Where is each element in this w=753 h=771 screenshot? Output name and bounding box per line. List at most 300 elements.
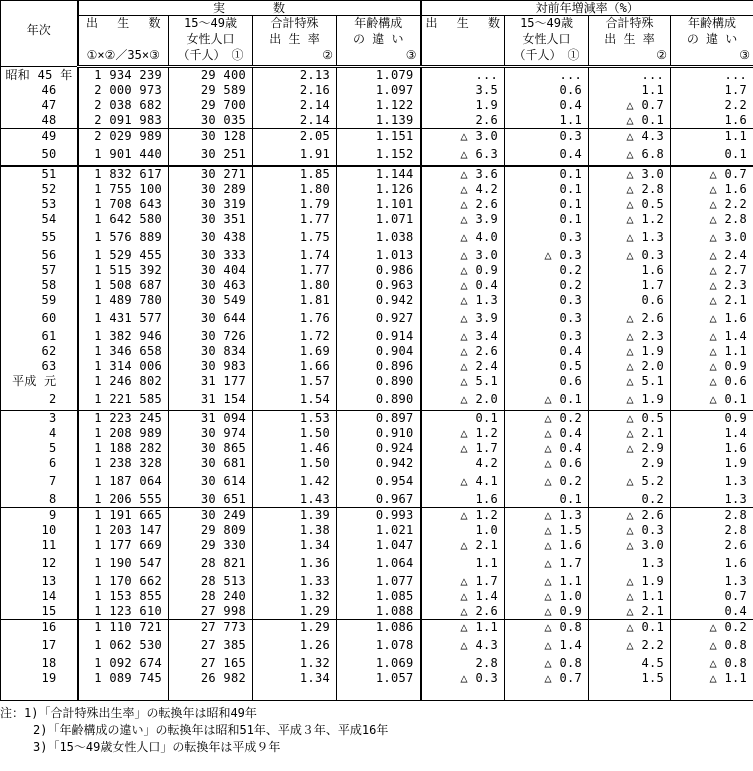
rate-births-cell: △ 3.0 — [421, 248, 505, 263]
actual-female-pop-cell: 30 549 — [169, 293, 253, 308]
year-cell: 17 — [1, 635, 78, 656]
rate-age-structure-cell: 2.2 — [671, 98, 753, 113]
rate-births-cell: △ 4.1 — [421, 471, 505, 492]
actual-births-cell: 1 208 989 — [78, 426, 169, 441]
rate-female-pop-cell: △ 0.4 — [505, 441, 589, 456]
rate-age-structure-cell: △ 0.7 — [671, 166, 753, 182]
header-line: 年齢構成 — [354, 16, 403, 30]
rate-female-pop-cell: △ 0.9 — [505, 604, 589, 620]
rate-age-structure-cell: 0.7 — [671, 589, 753, 604]
actual-age-structure-cell: 1.057 — [337, 671, 421, 701]
actual-female-pop-cell: 30 865 — [169, 441, 253, 456]
rate-births-cell: △ 1.7 — [421, 441, 505, 456]
actual-tfr-cell: 1.50 — [253, 456, 337, 471]
table-row — [1, 456, 753, 471]
actual-tfr-cell: 1.91 — [253, 144, 337, 166]
rate-tfr-cell: 0.2 — [589, 492, 671, 508]
rate-age-structure-cell: △ 1.4 — [671, 329, 753, 344]
year-cell: 51 — [1, 166, 78, 182]
actual-tfr-cell: 1.81 — [253, 293, 337, 308]
actual-births-cell: 1 170 662 — [78, 574, 169, 589]
rate-female-pop-cell: 0.2 — [505, 278, 589, 293]
actual-births-cell: 1 191 665 — [78, 508, 169, 524]
table-row — [1, 604, 753, 620]
rate-births-cell: △ 2.6 — [421, 344, 505, 359]
year-cell: 62 — [1, 344, 78, 359]
rate-births-cell: △ 0.9 — [421, 263, 505, 278]
actual-births-cell: 1 206 555 — [78, 492, 169, 508]
rate-births-cell: △ 2.6 — [421, 197, 505, 212]
rate-female-pop-cell: △ 1.4 — [505, 635, 589, 656]
rate-age-structure-cell: 1.3 — [671, 492, 753, 508]
actual-tfr-cell: 1.34 — [253, 671, 337, 701]
actual-age-structure-cell: 1.079 — [337, 67, 421, 84]
actual-tfr-cell: 1.39 — [253, 508, 337, 524]
header-line: 出 生 数 — [425, 16, 500, 30]
year-cell: 63 — [1, 359, 78, 374]
actual-female-pop-cell: 30 438 — [169, 227, 253, 248]
actual-tfr-cell: 1.26 — [253, 635, 337, 656]
actual-births-cell: 1 062 530 — [78, 635, 169, 656]
actual-female-pop-cell: 30 319 — [169, 197, 253, 212]
actual-tfr-cell: 1.77 — [253, 263, 337, 278]
year-cell: 48 — [1, 113, 78, 129]
actual-tfr-cell: 1.53 — [253, 411, 337, 427]
rate-age-structure-cell: △ 0.6 — [671, 374, 753, 389]
rate-births-cell: 3.5 — [421, 83, 505, 98]
header-rate-col-0 — [421, 16, 505, 67]
rate-tfr-cell: △ 0.1 — [589, 620, 671, 636]
actual-births-cell: 1 934 239 — [78, 67, 169, 84]
rate-age-structure-cell: △ 1.6 — [671, 182, 753, 197]
table-row — [1, 144, 753, 166]
rate-tfr-cell: △ 0.7 — [589, 98, 671, 113]
rate-tfr-cell: 4.5 — [589, 656, 671, 671]
actual-births-cell: 1 314 006 — [78, 359, 169, 374]
actual-births-cell: 1 089 745 — [78, 671, 169, 701]
rate-age-structure-cell: △ 2.1 — [671, 293, 753, 308]
rate-age-structure-cell: 0.4 — [671, 604, 753, 620]
rate-female-pop-cell: △ 0.3 — [505, 248, 589, 263]
rate-tfr-cell: △ 2.6 — [589, 308, 671, 329]
actual-age-structure-cell: 1.097 — [337, 83, 421, 98]
actual-births-cell: 1 832 617 — [78, 166, 169, 182]
rate-female-pop-cell: △ 1.1 — [505, 574, 589, 589]
actual-female-pop-cell: 30 726 — [169, 329, 253, 344]
header-line: ② — [656, 48, 668, 62]
actual-tfr-cell: 1.80 — [253, 182, 337, 197]
rate-tfr-cell: △ 0.5 — [589, 411, 671, 427]
rate-age-structure-cell: 0.1 — [671, 144, 753, 166]
table-row — [1, 344, 753, 359]
actual-female-pop-cell: 30 351 — [169, 212, 253, 227]
actual-tfr-cell: 1.85 — [253, 166, 337, 182]
rate-births-cell: ... — [421, 67, 505, 84]
rate-tfr-cell: 1.5 — [589, 671, 671, 701]
actual-age-structure-cell: 0.986 — [337, 263, 421, 278]
actual-age-structure-cell: 1.151 — [337, 129, 421, 145]
rate-births-cell: 1.9 — [421, 98, 505, 113]
rate-age-structure-cell: △ 1.1 — [671, 344, 753, 359]
rate-tfr-cell: 1.6 — [589, 263, 671, 278]
rate-tfr-cell: 1.3 — [589, 553, 671, 574]
rate-tfr-cell: △ 6.8 — [589, 144, 671, 166]
actual-tfr-cell: 1.33 — [253, 574, 337, 589]
rate-births-cell: △ 0.3 — [421, 671, 505, 701]
actual-age-structure-cell: 0.954 — [337, 471, 421, 492]
rate-female-pop-cell: 0.6 — [505, 374, 589, 389]
rate-births-cell: △ 4.2 — [421, 182, 505, 197]
rate-births-cell: △ 4.0 — [421, 227, 505, 248]
actual-female-pop-cell: 30 404 — [169, 263, 253, 278]
header-group-rate: 対前年増減率（%） — [421, 1, 753, 16]
actual-tfr-cell: 1.38 — [253, 523, 337, 538]
rate-births-cell: △ 2.4 — [421, 359, 505, 374]
rate-age-structure-cell: △ 2.8 — [671, 212, 753, 227]
actual-births-cell: 1 515 392 — [78, 263, 169, 278]
actual-births-cell: 1 153 855 — [78, 589, 169, 604]
actual-births-cell: 1 187 064 — [78, 471, 169, 492]
actual-births-cell: 1 123 610 — [78, 604, 169, 620]
actual-female-pop-cell: 28 240 — [169, 589, 253, 604]
rate-births-cell: △ 1.4 — [421, 589, 505, 604]
rate-female-pop-cell: 0.1 — [505, 182, 589, 197]
rate-female-pop-cell: 0.1 — [505, 492, 589, 508]
header-line — [422, 32, 505, 48]
rate-age-structure-cell: 1.9 — [671, 456, 753, 471]
actual-births-cell: 1 508 687 — [78, 278, 169, 293]
header-actual-col-3 — [337, 16, 421, 67]
actual-tfr-cell: 2.16 — [253, 83, 337, 98]
actual-age-structure-cell: 1.071 — [337, 212, 421, 227]
rate-births-cell: △ 1.7 — [421, 574, 505, 589]
actual-female-pop-cell: 30 974 — [169, 426, 253, 441]
notes — [0, 705, 753, 756]
header-line: 15～49歳 — [184, 16, 237, 30]
actual-births-cell: 1 755 100 — [78, 182, 169, 197]
rate-female-pop-cell: 1.1 — [505, 113, 589, 129]
actual-age-structure-cell: 0.910 — [337, 426, 421, 441]
actual-births-cell: 2 038 682 — [78, 98, 169, 113]
rate-age-structure-cell: △ 1.6 — [671, 308, 753, 329]
actual-births-cell: 2 000 973 — [78, 83, 169, 98]
year-cell: 55 — [1, 227, 78, 248]
header-line: 出 生 率 — [604, 32, 655, 46]
actual-age-structure-cell: 1.047 — [337, 538, 421, 553]
rate-tfr-cell: △ 1.9 — [589, 389, 671, 411]
header-actual-col-1 — [169, 16, 253, 67]
actual-births-cell: 1 188 282 — [78, 441, 169, 456]
year-cell: 10 — [1, 523, 78, 538]
rate-births-cell: 0.1 — [421, 411, 505, 427]
rate-tfr-cell: △ 2.9 — [589, 441, 671, 456]
rate-births-cell: △ 2.0 — [421, 389, 505, 411]
rate-female-pop-cell: 0.3 — [505, 308, 589, 329]
header-actual-col-0 — [78, 16, 169, 67]
rate-births-cell: 2.6 — [421, 113, 505, 129]
header-line — [79, 32, 169, 48]
rate-births-cell: 2.8 — [421, 656, 505, 671]
rate-female-pop-cell: 0.4 — [505, 98, 589, 113]
year-cell: 12 — [1, 553, 78, 574]
header-line: の 違 い — [353, 32, 404, 46]
table-row — [1, 574, 753, 589]
actual-births-cell: 1 346 658 — [78, 344, 169, 359]
year-cell: 57 — [1, 263, 78, 278]
table-row — [1, 129, 753, 145]
rate-births-cell: △ 0.4 — [421, 278, 505, 293]
actual-female-pop-cell: 28 821 — [169, 553, 253, 574]
actual-female-pop-cell: 30 128 — [169, 129, 253, 145]
table-row — [1, 98, 753, 113]
rate-births-cell: 1.0 — [421, 523, 505, 538]
rate-births-cell: 1.6 — [421, 492, 505, 508]
rate-tfr-cell: △ 5.2 — [589, 471, 671, 492]
actual-age-structure-cell: 1.013 — [337, 248, 421, 263]
rate-tfr-cell: △ 0.3 — [589, 523, 671, 538]
rate-age-structure-cell: 2.8 — [671, 523, 753, 538]
actual-births-cell: 1 177 669 — [78, 538, 169, 553]
header-rate-col-3 — [671, 16, 753, 67]
year-cell: 15 — [1, 604, 78, 620]
rate-tfr-cell: △ 1.1 — [589, 589, 671, 604]
rate-age-structure-cell: △ 3.0 — [671, 227, 753, 248]
actual-tfr-cell: 1.42 — [253, 471, 337, 492]
actual-age-structure-cell: 1.085 — [337, 589, 421, 604]
header-line: 女性人口 — [522, 32, 571, 46]
table-row — [1, 508, 753, 524]
year-cell: 59 — [1, 293, 78, 308]
actual-female-pop-cell: 29 809 — [169, 523, 253, 538]
header-line: ③ — [739, 48, 751, 62]
rate-age-structure-cell: 0.9 — [671, 411, 753, 427]
actual-births-cell: 1 489 780 — [78, 293, 169, 308]
rate-births-cell: △ 1.2 — [421, 426, 505, 441]
header-line: の 違 い — [686, 32, 738, 46]
actual-age-structure-cell: 1.126 — [337, 182, 421, 197]
table-row — [1, 227, 753, 248]
table-row — [1, 359, 753, 374]
table-row — [1, 83, 753, 98]
header-line: ② — [322, 48, 333, 62]
actual-age-structure-cell: 0.927 — [337, 308, 421, 329]
actual-tfr-cell: 1.72 — [253, 329, 337, 344]
year-cell: 8 — [1, 492, 78, 508]
actual-tfr-cell: 1.50 — [253, 426, 337, 441]
table-row — [1, 523, 753, 538]
actual-age-structure-cell: 1.139 — [337, 113, 421, 129]
actual-age-structure-cell: 0.897 — [337, 411, 421, 427]
table-row — [1, 553, 753, 574]
table-row — [1, 426, 753, 441]
rate-births-cell: △ 1.1 — [421, 620, 505, 636]
year-cell: 9 — [1, 508, 78, 524]
actual-age-structure-cell: 1.078 — [337, 635, 421, 656]
rate-births-cell: △ 3.9 — [421, 308, 505, 329]
year-cell: 54 — [1, 212, 78, 227]
table-row — [1, 278, 753, 293]
actual-tfr-cell: 1.54 — [253, 389, 337, 411]
rate-age-structure-cell: 1.1 — [671, 129, 753, 145]
rate-female-pop-cell: 0.6 — [505, 83, 589, 98]
actual-tfr-cell: 1.79 — [253, 197, 337, 212]
actual-age-structure-cell: 0.896 — [337, 359, 421, 374]
actual-births-cell: 1 246 802 — [78, 374, 169, 389]
header-line: 年齢構成 — [688, 16, 737, 30]
actual-tfr-cell: 2.14 — [253, 113, 337, 129]
actual-female-pop-cell: 29 700 — [169, 98, 253, 113]
actual-age-structure-cell: 0.942 — [337, 456, 421, 471]
rate-age-structure-cell: 1.3 — [671, 574, 753, 589]
actual-tfr-cell: 1.75 — [253, 227, 337, 248]
rate-female-pop-cell: △ 0.6 — [505, 456, 589, 471]
actual-tfr-cell: 2.14 — [253, 98, 337, 113]
table-row — [1, 166, 753, 182]
rate-births-cell: △ 3.4 — [421, 329, 505, 344]
actual-tfr-cell: 1.76 — [253, 308, 337, 329]
actual-female-pop-cell: 29 400 — [169, 67, 253, 84]
rate-tfr-cell: 0.6 — [589, 293, 671, 308]
rate-female-pop-cell: 0.5 — [505, 359, 589, 374]
table-row — [1, 293, 753, 308]
rate-tfr-cell: △ 2.8 — [589, 182, 671, 197]
rate-age-structure-cell: △ 0.8 — [671, 635, 753, 656]
header-year: 年次 — [1, 1, 78, 67]
actual-births-cell: 1 642 580 — [78, 212, 169, 227]
actual-female-pop-cell: 30 983 — [169, 359, 253, 374]
year-cell: 60 — [1, 308, 78, 329]
table-row — [1, 411, 753, 427]
actual-births-cell: 1 092 674 — [78, 656, 169, 671]
rate-female-pop-cell: △ 1.3 — [505, 508, 589, 524]
actual-female-pop-cell: 27 165 — [169, 656, 253, 671]
rate-female-pop-cell: 0.4 — [505, 144, 589, 166]
actual-age-structure-cell: 1.144 — [337, 166, 421, 182]
actual-tfr-cell: 2.13 — [253, 67, 337, 84]
actual-female-pop-cell: 29 330 — [169, 538, 253, 553]
rate-female-pop-cell: △ 0.2 — [505, 471, 589, 492]
rate-female-pop-cell: 0.4 — [505, 344, 589, 359]
year-cell: 4 — [1, 426, 78, 441]
rate-female-pop-cell: △ 0.7 — [505, 671, 589, 701]
rate-tfr-cell: △ 2.6 — [589, 508, 671, 524]
actual-female-pop-cell: 30 251 — [169, 144, 253, 166]
header-rate-col-1 — [505, 16, 589, 67]
actual-female-pop-cell: 30 333 — [169, 248, 253, 263]
actual-births-cell: 1 901 440 — [78, 144, 169, 166]
year-cell: 58 — [1, 278, 78, 293]
rate-age-structure-cell: 2.6 — [671, 538, 753, 553]
rate-tfr-cell: △ 4.3 — [589, 129, 671, 145]
header-group-actual: 実 数 — [78, 1, 421, 16]
header-line: ③ — [405, 48, 417, 62]
rate-tfr-cell: △ 2.2 — [589, 635, 671, 656]
header-rate-col-2 — [589, 16, 671, 67]
actual-tfr-cell: 2.05 — [253, 129, 337, 145]
rate-births-cell: △ 1.3 — [421, 293, 505, 308]
actual-female-pop-cell: 31 154 — [169, 389, 253, 411]
actual-age-structure-cell: 1.088 — [337, 604, 421, 620]
table-row — [1, 212, 753, 227]
rate-births-cell: △ 3.6 — [421, 166, 505, 182]
table-row — [1, 441, 753, 456]
table-row — [1, 182, 753, 197]
rate-female-pop-cell: 0.3 — [505, 293, 589, 308]
rate-births-cell: △ 1.2 — [421, 508, 505, 524]
table-row — [1, 248, 753, 263]
rate-births-cell: △ 2.1 — [421, 538, 505, 553]
rate-age-structure-cell: △ 1.1 — [671, 671, 753, 701]
year-cell: 50 — [1, 144, 78, 166]
header-line: 女性人口 — [186, 32, 235, 46]
table-row — [1, 113, 753, 129]
rate-tfr-cell: △ 2.1 — [589, 426, 671, 441]
actual-female-pop-cell: 31 177 — [169, 374, 253, 389]
actual-tfr-cell: 1.43 — [253, 492, 337, 508]
actual-births-cell: 1 238 328 — [78, 456, 169, 471]
rate-age-structure-cell: 1.4 — [671, 426, 753, 441]
actual-tfr-cell: 1.32 — [253, 656, 337, 671]
table-row — [1, 620, 753, 636]
rate-female-pop-cell: 0.3 — [505, 329, 589, 344]
rate-tfr-cell: △ 0.5 — [589, 197, 671, 212]
rate-age-structure-cell: △ 0.8 — [671, 656, 753, 671]
rate-female-pop-cell: 0.1 — [505, 166, 589, 182]
rate-tfr-cell: △ 1.3 — [589, 227, 671, 248]
rate-female-pop-cell: △ 1.6 — [505, 538, 589, 553]
header-line — [422, 48, 505, 64]
actual-female-pop-cell: 30 681 — [169, 456, 253, 471]
rate-female-pop-cell: △ 0.8 — [505, 620, 589, 636]
rate-births-cell: △ 5.1 — [421, 374, 505, 389]
rate-tfr-cell: △ 0.3 — [589, 248, 671, 263]
header-line: ①×②／35×③ — [86, 48, 160, 62]
rate-age-structure-cell: ... — [671, 67, 753, 84]
actual-births-cell: 1 576 889 — [78, 227, 169, 248]
actual-births-cell: 1 190 547 — [78, 553, 169, 574]
rate-tfr-cell: △ 3.0 — [589, 538, 671, 553]
actual-female-pop-cell: 30 035 — [169, 113, 253, 129]
year-cell: 19 — [1, 671, 78, 701]
rate-tfr-cell: 1.7 — [589, 278, 671, 293]
rate-births-cell: △ 6.3 — [421, 144, 505, 166]
header-line: 15～49歳 — [520, 16, 573, 30]
actual-births-cell: 1 223 245 — [78, 411, 169, 427]
rate-tfr-cell: △ 5.1 — [589, 374, 671, 389]
rate-births-cell: △ 3.9 — [421, 212, 505, 227]
header-line: （千人） ① — [513, 48, 580, 62]
actual-age-structure-cell: 1.152 — [337, 144, 421, 166]
rate-tfr-cell: △ 1.2 — [589, 212, 671, 227]
header-line: 合計特殊 — [605, 16, 654, 30]
year-cell: 3 — [1, 411, 78, 427]
actual-female-pop-cell: 30 271 — [169, 166, 253, 182]
year-cell: 47 — [1, 98, 78, 113]
year-cell: 昭和 45 年 — [1, 67, 78, 84]
actual-births-cell: 1 529 455 — [78, 248, 169, 263]
table-row — [1, 389, 753, 411]
rate-tfr-cell: 2.9 — [589, 456, 671, 471]
rate-female-pop-cell: △ 0.4 — [505, 426, 589, 441]
table-row — [1, 656, 753, 671]
actual-female-pop-cell: 27 773 — [169, 620, 253, 636]
actual-births-cell: 1 431 577 — [78, 308, 169, 329]
table-row — [1, 263, 753, 278]
year-cell: 13 — [1, 574, 78, 589]
year-cell: 14 — [1, 589, 78, 604]
year-cell: 11 — [1, 538, 78, 553]
actual-age-structure-cell: 0.890 — [337, 374, 421, 389]
